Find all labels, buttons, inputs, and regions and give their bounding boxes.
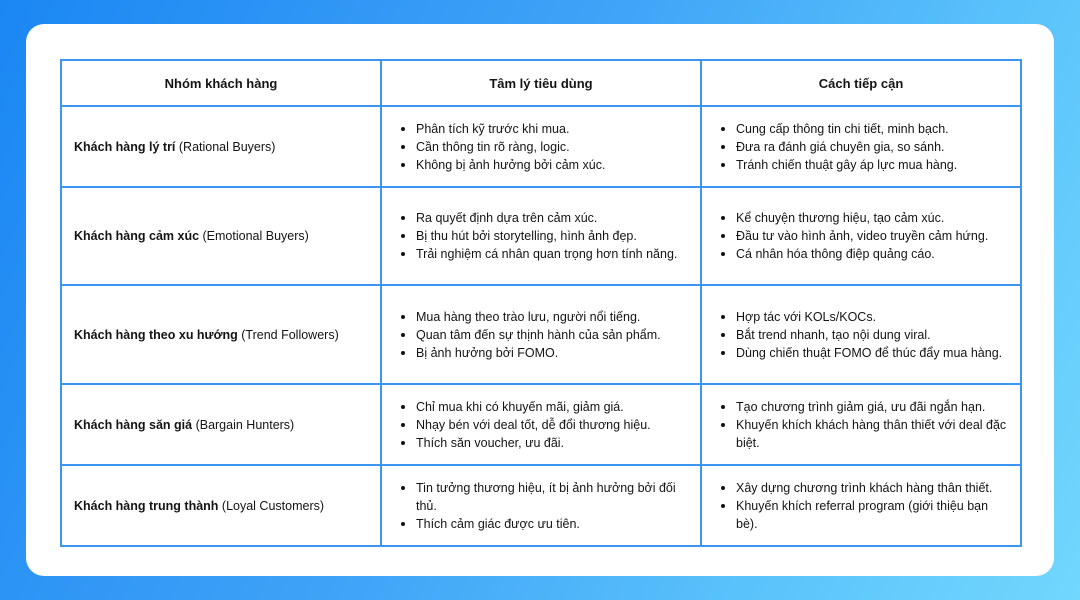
list-item: Hợp tác với KOLs/KOCs. (736, 308, 1008, 326)
list-item: Không bị ảnh hưởng bởi cảm xúc. (416, 156, 688, 174)
list-item: Thích cảm giác được ưu tiên. (416, 515, 688, 533)
group-name: Khách hàng lý trí (74, 139, 176, 154)
psychology-cell (381, 285, 701, 384)
psychology-list (394, 209, 688, 263)
header-approach: Cách tiếp cận (701, 60, 1021, 106)
header-customer-group: Nhóm khách hàng (61, 60, 381, 106)
list-item: Tránh chiến thuật gây áp lực mua hàng. (736, 156, 1008, 174)
list-item: Thích săn voucher, ưu đãi. (416, 434, 688, 452)
group-name: Khách hàng cảm xúc (74, 229, 200, 243)
list-item: Bắt trend nhanh, tạo nội dung viral. (736, 326, 1008, 344)
table-row (61, 187, 1021, 285)
list-item: Cá nhân hóa thông điệp quảng cáo. (736, 245, 1008, 263)
list-item: Xây dựng chương trình khách hàng thân thiết. (736, 479, 1008, 497)
approach-cell (701, 106, 1021, 187)
list-item: Tin tưởng thương hiệu, ít bị ảnh hưởng bởi đối thủ. (416, 479, 688, 515)
header-consumer-psychology: Tâm lý tiêu dùng (381, 60, 701, 106)
group-english: (Trend Followers) (237, 327, 339, 342)
list-item: Quan tâm đến sự thịnh hành của sản phẩm. (416, 326, 688, 344)
list-item: Cần thông tin rõ ràng, logic. (416, 138, 688, 156)
list-item: Mua hàng theo trào lưu, người nổi tiếng. (416, 308, 688, 326)
psychology-list (394, 479, 688, 533)
list-item: Nhạy bén với deal tốt, dễ đổi thương hiệu. (416, 416, 688, 434)
group-cell (61, 465, 381, 546)
table-row (61, 285, 1021, 384)
group-cell (61, 106, 381, 187)
psychology-cell (381, 187, 701, 285)
approach-list (714, 308, 1008, 362)
list-item: Trải nghiệm cá nhân quan trọng hơn tính năng. (416, 245, 688, 263)
list-item: Khuyến khích referral program (giới thiệu bạn bè). (736, 497, 1008, 533)
approach-cell (701, 465, 1021, 546)
list-item: Khuyến khích khách hàng thân thiết với deal đặc biệt. (736, 417, 1007, 450)
group-english: (Loyal Customers) (218, 498, 325, 513)
list-item: Phân tích kỹ trước khi mua. (416, 120, 688, 138)
list-item: Kể chuyện thương hiệu, tạo cảm xúc. (736, 209, 1008, 227)
list-item: Đưa ra đánh giá chuyên gia, so sánh. (736, 138, 1008, 156)
list-item: Chỉ mua khi có khuyến mãi, giảm giá. (416, 398, 688, 416)
group-cell (61, 285, 381, 384)
list-item: Dùng chiến thuật FOMO để thúc đẩy mua hàng. (736, 344, 1008, 362)
list-item: Bị ảnh hưởng bởi FOMO. (416, 344, 688, 362)
approach-list (714, 120, 1008, 174)
content-card (26, 24, 1054, 576)
group-name: Khách hàng săn giá (74, 417, 193, 432)
list-item: Bị thu hút bởi storytelling, hình ảnh đẹp. (416, 227, 688, 245)
psychology-list (394, 120, 688, 174)
group-english: (Emotional Buyers) (199, 229, 309, 243)
psychology-list (394, 398, 688, 452)
list-item: Đầu tư vào hình ảnh, video truyền cảm hứng. (736, 227, 1008, 245)
group-english: (Bargain Hunters) (192, 417, 295, 432)
group-english: (Rational Buyers) (175, 139, 276, 154)
table-row (61, 465, 1021, 546)
approach-list (714, 398, 1008, 452)
list-item: Ra quyết định dựa trên cảm xúc. (416, 209, 688, 227)
group-name: Khách hàng trung thành (74, 498, 219, 513)
approach-list (714, 209, 1008, 263)
approach-cell (701, 285, 1021, 384)
list-item: Tạo chương trình giảm giá, ưu đãi ngắn hạn. (736, 398, 1008, 416)
psychology-cell (381, 106, 701, 187)
psychology-list (394, 308, 688, 362)
list-item: Cung cấp thông tin chi tiết, minh bạch. (736, 120, 1008, 138)
group-cell (61, 187, 381, 285)
customer-segment-table (60, 59, 1022, 547)
approach-list (714, 479, 1008, 533)
psychology-cell (381, 384, 701, 465)
table-header-row (61, 60, 1021, 106)
approach-cell (701, 384, 1021, 465)
table-row (61, 106, 1021, 187)
approach-cell (701, 187, 1021, 285)
table-row (61, 384, 1021, 465)
group-name: Khách hàng theo xu hướng (74, 327, 238, 342)
group-cell (61, 384, 381, 465)
psychology-cell (381, 465, 701, 546)
